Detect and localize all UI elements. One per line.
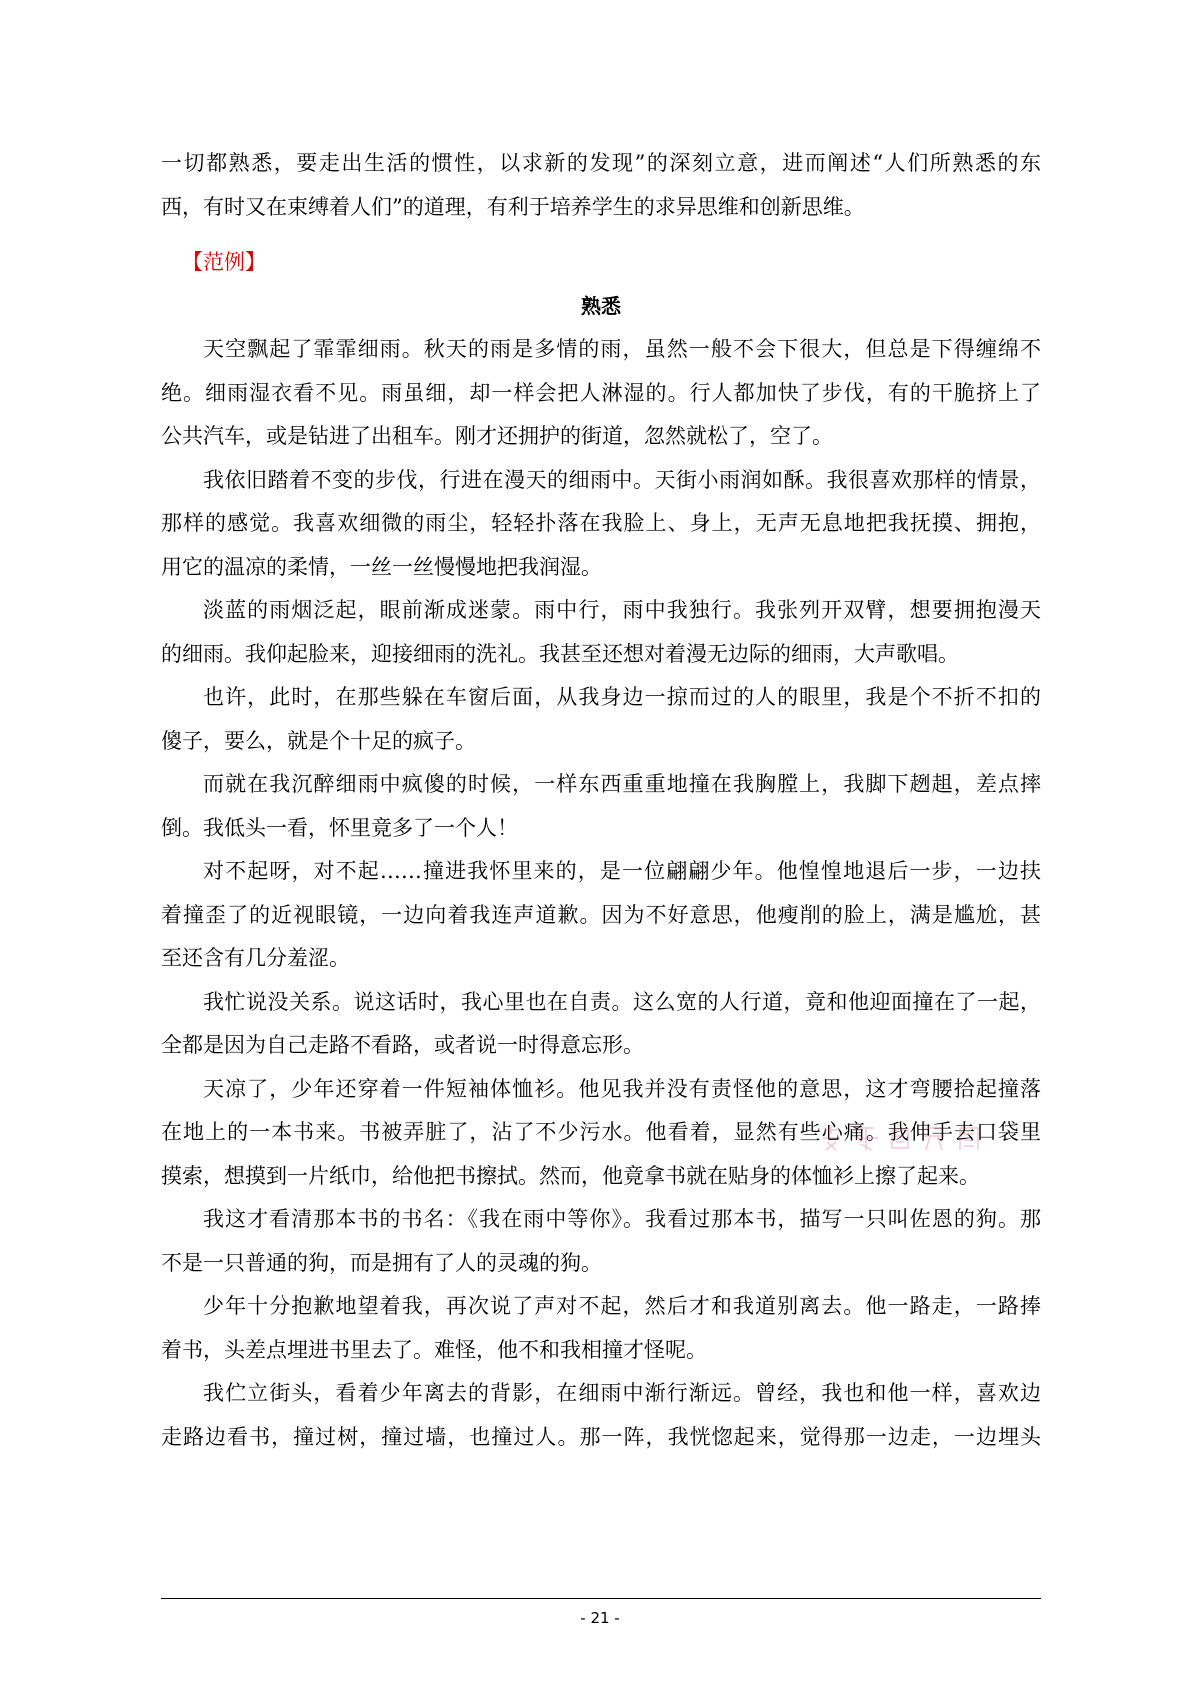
paragraph (161, 328, 1041, 459)
paragraph-line: 走路边看书，撞过树，撞过墙，也撞过人。那一阵，我恍惚起来，觉得那一边走，一边埋头 (161, 1424, 1041, 1449)
paragraph (161, 981, 1041, 1068)
paragraph-line: 我这才看清那本书的书名：《我在雨中等你》。我看过那本书，描写一只叫佐恩的狗。那 (203, 1207, 1041, 1231)
paragraph-line: 我依旧踏着不变的步伐，行进在漫天的细雨中。天街小雨润如酥。我很喜欢那样的情景， (203, 467, 1041, 492)
page-number: - 21 - (580, 1609, 620, 1627)
section-label: 【范例】 (182, 250, 266, 274)
paragraph-line: 天凉了，少年还穿着一件短袖体恤衫。他见我并没有责怪他的意思，这才弯腰拾起撞落 (203, 1076, 1041, 1101)
intro-line-2: 西，有时又在束缚着人们”的道理，有利于培养学生的求异思维和创新思维。 (161, 194, 865, 219)
paragraph-line: 倒。我低头一看，怀里竟多了一个人！ (161, 815, 518, 840)
paragraph-line: 傻子，要么，就是个十足的疯子。 (161, 728, 476, 753)
paragraph-line: 天空飘起了霏霏细雨。秋天的雨是多情的雨，虽然一般不会下很大，但总是下得缠绵不 (203, 337, 1041, 361)
paragraph-line: 摸索，想摸到一片纸巾，给他把书擦拭。然而，他竟拿书就在贴身的体恤衫上擦了起来。 (161, 1163, 980, 1188)
footer-rule (161, 1598, 1041, 1599)
paragraph (161, 850, 1041, 981)
essay-paragraphs (161, 328, 1041, 1459)
paragraph-line: 全都是因为自己走路不看路，或者说一时得意忘形。 (161, 1033, 644, 1057)
paragraph (161, 1198, 1041, 1285)
paragraph-line: 我忙说没关系。说这话时，我心里也在自责。这么宽的人行道，竟和他迎面撞在了一起， (203, 989, 1041, 1014)
watermark-stamp (818, 1124, 990, 1154)
paragraph-line: 淡蓝的雨烟泛起，眼前渐成迷蒙。雨中行，雨中我独行。我张列开双臂，想要拥抱漫天 (203, 598, 1041, 622)
paragraph-line: 公共汽车，或是钻进了出租车。刚才还拥护的街道，忽然就松了，空了。 (161, 424, 833, 448)
paragraph (161, 459, 1041, 590)
paragraph-line: 在地上的一本书来。书被弄脏了，沾了不少污水。他看着，显然有些心痛。我伸手去口袋里 (161, 1120, 1041, 1144)
paragraph-line: 而就在我沉醉细雨中疯傻的时候，一样东西重重地撞在我胸膛上，我脚下趔趄，差点摔 (203, 772, 1041, 796)
paragraph (161, 676, 1041, 763)
paragraph-line: 我伫立街头，看着少年离去的背影，在细雨中渐行渐远。曾经，我也和他一样，喜欢边 (203, 1381, 1041, 1405)
paragraph-line: 着撞歪了的近视眼镜，一边向着我连声道歉。因为不好意思，他瘦削的脸上，满是尴尬，甚 (161, 902, 1041, 927)
document-body (161, 142, 1041, 1459)
paragraph-line: 至还含有几分羞涩。 (161, 946, 350, 970)
paragraph-line: 绝。细雨湿衣看不见。雨虽细，却一样会把人淋湿的。行人都加快了步伐，有的干脆挤上了 (161, 380, 1041, 405)
paragraph-line: 对不起呀，对不起……撞进我怀里来的，是一位翩翩少年。他惶惶地退后一步，一边扶 (203, 859, 1041, 883)
paragraph-line: 的细雨。我仰起脸来，迎接细雨的洗礼。我甚至还想对着漫无边际的细雨，大声歌唱。 (161, 641, 959, 666)
paragraph (161, 589, 1041, 676)
paragraph (161, 1285, 1041, 1372)
paragraph-line: 用它的温凉的柔情，一丝一丝慢慢地把我润湿。 (161, 554, 602, 579)
paragraph-line: 那样的感觉。我喜欢细微的雨尘，轻轻扑落在我脸上、身上，无声无息地把我抚摸、拥抱， (161, 511, 1041, 535)
intro-line-1: 一切都熟悉，要走出生活的惯性，以求新的发现”的深刻立意，进而阐述“人们所熟悉的东 (161, 151, 1041, 175)
paragraph-line: 也许，此时，在那些躲在车窗后面，从我身边一掠而过的人的眼里，我是个不折不扣的 (203, 685, 1041, 709)
paragraph (161, 763, 1041, 850)
paragraph (161, 1372, 1041, 1459)
stamp-graphic (818, 1124, 990, 1154)
essay-title: 熟悉 (581, 293, 621, 318)
paragraph-line: 少年十分抱歉地望着我，再次说了声对不起，然后才和我道别离去。他一路走，一路捧 (203, 1294, 1041, 1318)
paragraph-line: 不是一只普通的狗，而是拥有了人的灵魂的狗。 (161, 1250, 602, 1275)
paragraph-line: 着书，头差点埋进书里去了。难怪，他不和我相撞才怪呢。 (161, 1337, 707, 1362)
